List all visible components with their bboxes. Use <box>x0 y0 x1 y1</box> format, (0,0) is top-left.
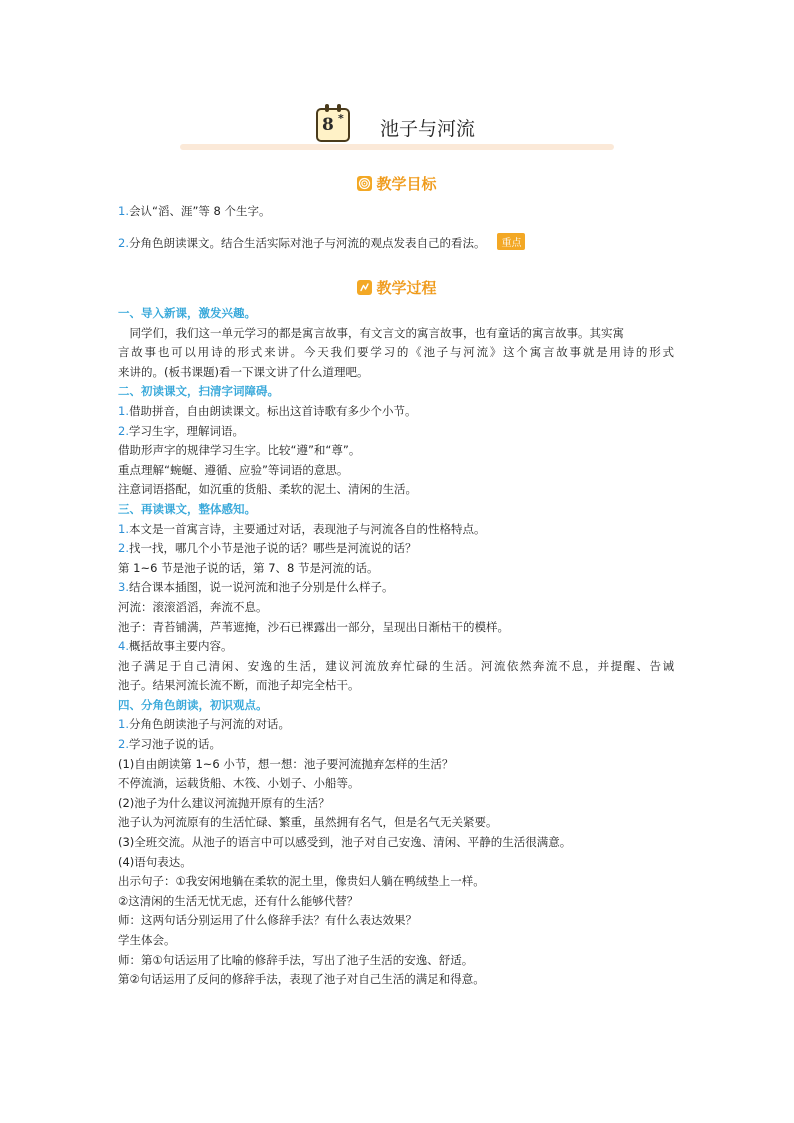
text-line <box>118 422 674 442</box>
text-line <box>118 441 674 461</box>
calendar-icon <box>316 108 350 142</box>
text-line <box>118 774 674 794</box>
line-text: 四、分角色朗读，初识观点。 <box>118 697 268 712</box>
line-text: 师：第①句话运用了比喻的修辞手法，写出了池子生活的安逸、舒适。 <box>118 952 474 967</box>
text-line <box>118 794 674 814</box>
goal-item-number: 2. <box>118 236 129 250</box>
text-line <box>118 676 674 696</box>
line-text: 三、再读课文，整体感知。 <box>118 501 256 516</box>
step-number: 1. <box>118 717 129 732</box>
goal-item-text: 分角色朗读课文。结合生活实际对池子与河流的观点发表自己的看法。 <box>128 236 486 250</box>
goal-item-1 <box>118 203 271 219</box>
text-line <box>118 951 674 971</box>
lesson-number: 8 <box>322 115 334 135</box>
line-text: 出示句子：①我安闲地躺在柔软的泥土里，像贵妇人躺在鸭绒垫上一样。 <box>118 874 485 889</box>
text-line <box>118 539 674 559</box>
text-line <box>118 892 674 912</box>
step-number: 2. <box>118 423 129 438</box>
line-text: ②这清闲的生活无忧无虑，还有什么能够代替？ <box>118 893 359 908</box>
step-number: 2. <box>118 737 129 752</box>
text-line <box>118 402 674 422</box>
line-text: 池子满足于自己清闲、安逸的生活，建议河流放弃忙碌的生活。河流依然奔流不息，并提醒、告诫 <box>118 658 674 673</box>
line-text: 找一找，哪几个小节是池子说的话？哪些是河流说的话？ <box>128 541 417 556</box>
line-text: 学习生字，理解词语。 <box>128 423 244 438</box>
line-text: 二、初读课文，扫清字词障碍。 <box>118 384 279 399</box>
line-text: 概括故事主要内容。 <box>128 639 233 654</box>
line-text: 学习池子说的话。 <box>128 737 221 752</box>
text-line <box>118 559 674 579</box>
line-text: 来讲的。(板书课题)看一下课文讲了什么道理吧。 <box>118 364 369 379</box>
goal-item-text: 会认“滔、涯”等 8 个生字。 <box>128 204 271 218</box>
text-line <box>118 657 674 677</box>
text-line <box>118 520 674 540</box>
section-heading <box>118 696 674 716</box>
target-icon <box>357 176 372 191</box>
line-text: 池子认为河流原有的生活忙碌、繁重，虽然拥有名气，但是名气无关紧要。 <box>118 815 498 830</box>
text-line <box>118 715 674 735</box>
lesson-star: * <box>338 112 344 125</box>
line-text: 河流：滚滚滔滔，奔流不息。 <box>118 599 268 614</box>
text-line <box>118 911 674 931</box>
line-text: 本文是一首寓言诗，主要通过对话，表现池子与河流各自的性格特点。 <box>128 521 486 536</box>
title-underline <box>180 144 614 150</box>
lesson-title-block <box>180 104 614 152</box>
step-number: 1. <box>118 403 129 418</box>
line-text: 言故事也可以用诗的形式来讲。今天我们要学习的《池子与河流》这个寓言故事就是用诗的形式 <box>118 345 674 360</box>
section-heading <box>118 382 674 402</box>
text-line <box>118 735 674 755</box>
line-text: 借助拼音，自由朗读课文。标出这首诗歌有多少个小节。 <box>128 403 417 418</box>
step-number: 2. <box>118 541 129 556</box>
text-line <box>118 872 674 892</box>
text-line <box>118 970 674 990</box>
line-text: (3)全班交流。从池子的语言中可以感受到，池子对自己安逸、清闲、平静的生活很满意。 <box>118 835 572 850</box>
key-point-badge: 重点 <box>497 233 525 250</box>
goal-item-number: 1. <box>118 204 129 218</box>
line-text: 结合课本插图，说一说河流和池子分别是什么样子。 <box>128 580 394 595</box>
line-text: 不停流淌，运载货船、木筏、小划子、小船等。 <box>118 776 360 791</box>
text-line <box>118 637 674 657</box>
process-content <box>118 304 674 990</box>
line-text: (4)语句表达。 <box>118 854 192 869</box>
process-icon <box>357 280 372 295</box>
text-line <box>118 833 674 853</box>
step-number: 3. <box>118 580 129 595</box>
step-number: 4. <box>118 639 129 654</box>
goals-heading-text: 教学目标 <box>376 175 437 193</box>
text-line <box>118 461 674 481</box>
section-heading <box>118 304 674 324</box>
text-line <box>118 813 674 833</box>
text-line <box>118 363 674 383</box>
text-line <box>118 931 674 951</box>
text-line <box>118 578 674 598</box>
text-line <box>118 755 674 775</box>
line-text: 分角色朗读池子与河流的对话。 <box>128 717 290 732</box>
line-text: 学生体会。 <box>118 933 176 947</box>
line-text: 同学们，我们这一单元学习的都是寓言故事，有文言文的寓言故事，也有童话的寓言故事。其实寓 <box>129 325 624 340</box>
goals-heading <box>0 173 794 195</box>
line-text: (2)池子为什么建议河流抛开原有的生活？ <box>118 795 330 810</box>
line-text: 重点理解“蜿蜒、遵循、应验”等词语的意思。 <box>118 462 349 477</box>
line-text: 第②句话运用了反问的修辞手法，表现了池子对自己生活的满足和得意。 <box>118 972 485 987</box>
text-line <box>118 480 674 500</box>
process-heading-text: 教学过程 <box>376 279 437 297</box>
line-text: (1)自由朗读第 1~6 小节，想一想：池子要河流抛弃怎样的生活？ <box>118 756 454 771</box>
line-text: 师：这两句话分别运用了什么修辞手法？有什么表达效果？ <box>118 913 417 928</box>
text-line <box>118 343 674 363</box>
goal-item-2 <box>118 233 525 251</box>
page-title: 池子与河流 <box>380 118 476 140</box>
line-text: 借助形声字的规律学习生字。比较“遵”和“尊”。 <box>118 443 361 458</box>
text-line <box>118 598 674 618</box>
text-line <box>118 324 674 344</box>
line-text: 池子：青苔铺满，芦苇遮掩，沙石已裸露出一部分，呈现出日渐枯干的模样。 <box>118 619 509 634</box>
line-text: 注意词语搭配，如沉重的货船、柔软的泥土、清闲的生活。 <box>118 482 417 497</box>
process-heading <box>0 277 794 299</box>
line-text: 池子。结果河流长流不断，而池子却完全枯干。 <box>118 678 360 693</box>
line-text: 一、导入新课，激发兴趣。 <box>118 306 256 320</box>
line-text: 第 1~6 节是池子说的话，第 7、8 节是河流的话。 <box>118 560 379 575</box>
text-line <box>118 618 674 638</box>
section-heading <box>118 500 674 520</box>
step-number: 1. <box>118 521 129 536</box>
text-line <box>118 853 674 873</box>
